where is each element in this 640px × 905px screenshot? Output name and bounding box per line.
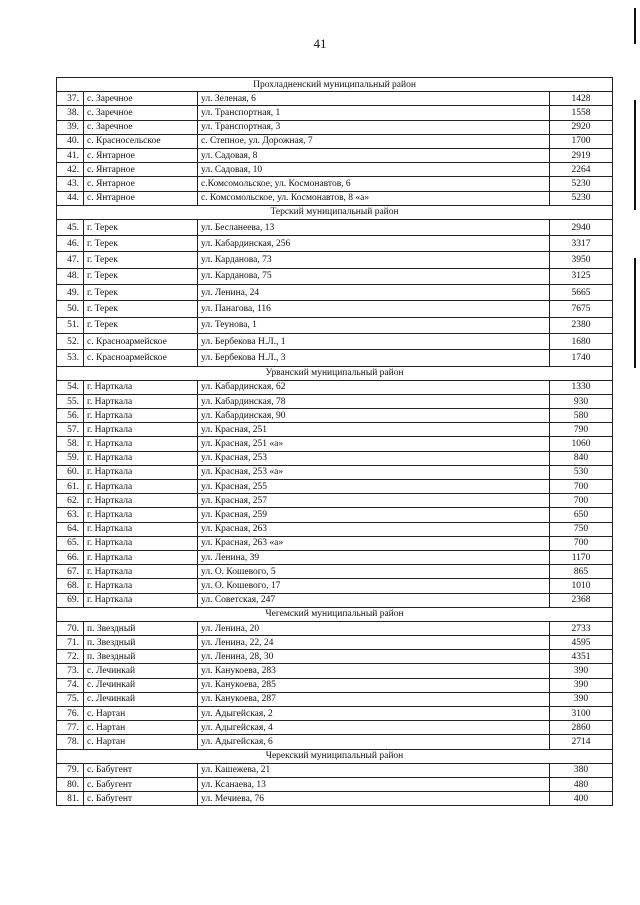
locality-cell: г. Нарткала bbox=[84, 380, 198, 394]
row-number: 77. bbox=[57, 721, 84, 735]
locality-cell: г. Терек bbox=[84, 301, 198, 317]
table-row bbox=[57, 721, 613, 735]
row-number: 47. bbox=[57, 252, 84, 268]
table-row bbox=[57, 409, 613, 423]
locality-cell: г. Нарткала bbox=[84, 565, 198, 579]
table-row bbox=[57, 508, 613, 522]
row-number: 44. bbox=[57, 191, 84, 205]
address-table-container bbox=[56, 77, 612, 806]
locality-cell: г. Терек bbox=[84, 252, 198, 268]
table-row bbox=[57, 777, 613, 791]
address-cell: ул. Красная, 251 bbox=[198, 423, 550, 437]
locality-cell: с. Красноармейское bbox=[84, 350, 198, 366]
locality-cell: с. Заречное bbox=[84, 92, 198, 106]
row-number: 41. bbox=[57, 148, 84, 162]
table-row bbox=[57, 163, 613, 177]
address-cell: ул. Канукоева, 285 bbox=[198, 678, 550, 692]
district-title: Чегемский муниципальный район bbox=[57, 607, 613, 621]
address-cell: ул. Бербекова Н.Л., 1 bbox=[198, 333, 550, 349]
locality-cell: г. Нарткала bbox=[84, 451, 198, 465]
table-row bbox=[57, 480, 613, 494]
table-row bbox=[57, 191, 613, 205]
value-cell: 1170 bbox=[550, 550, 613, 564]
row-number: 66. bbox=[57, 550, 84, 564]
locality-cell: г. Терек bbox=[84, 317, 198, 333]
value-cell: 390 bbox=[550, 692, 613, 706]
locality-cell: с. Красносельское bbox=[84, 134, 198, 148]
address-cell: ул. Ксанаева, 13 bbox=[198, 777, 550, 791]
address-cell: ул. Ленина, 24 bbox=[198, 285, 550, 301]
value-cell: 750 bbox=[550, 522, 613, 536]
row-number: 37. bbox=[57, 92, 84, 106]
locality-cell: с. Нартан bbox=[84, 735, 198, 749]
value-cell: 390 bbox=[550, 678, 613, 692]
locality-cell: с. Янтарное bbox=[84, 191, 198, 205]
row-number: 49. bbox=[57, 285, 84, 301]
table-row bbox=[57, 380, 613, 394]
locality-cell: с. Янтарное bbox=[84, 163, 198, 177]
address-cell: ул. Красная, 259 bbox=[198, 508, 550, 522]
value-cell: 2860 bbox=[550, 721, 613, 735]
row-number: 73. bbox=[57, 664, 84, 678]
value-cell: 3125 bbox=[550, 268, 613, 284]
address-cell: ул. Карданова, 73 bbox=[198, 252, 550, 268]
value-cell: 1558 bbox=[550, 106, 613, 120]
row-number: 43. bbox=[57, 177, 84, 191]
row-number: 76. bbox=[57, 707, 84, 721]
value-cell: 3100 bbox=[550, 707, 613, 721]
table-row bbox=[57, 536, 613, 550]
row-number: 78. bbox=[57, 735, 84, 749]
address-cell: ул. Канукоева, 287 bbox=[198, 692, 550, 706]
locality-cell: г. Нарткала bbox=[84, 409, 198, 423]
address-table bbox=[56, 77, 613, 806]
address-cell: с.Комсомольское, ул. Космонавтов, 6 bbox=[198, 177, 550, 191]
address-cell: ул. Садовая, 10 bbox=[198, 163, 550, 177]
table-row bbox=[57, 437, 613, 451]
address-cell: ул. Ленина, 39 bbox=[198, 550, 550, 564]
row-number: 54. bbox=[57, 380, 84, 394]
value-cell: 1010 bbox=[550, 579, 613, 593]
locality-cell: г. Терек bbox=[84, 236, 198, 252]
district-header-row bbox=[57, 749, 613, 763]
table-row bbox=[57, 678, 613, 692]
row-number: 61. bbox=[57, 480, 84, 494]
table-row bbox=[57, 763, 613, 777]
value-cell: 790 bbox=[550, 423, 613, 437]
row-number: 69. bbox=[57, 593, 84, 607]
address-cell: ул. О. Кошевого, 5 bbox=[198, 565, 550, 579]
locality-cell: с. Янтарное bbox=[84, 148, 198, 162]
table-row bbox=[57, 252, 613, 268]
address-cell: ул. Панагова, 116 bbox=[198, 301, 550, 317]
locality-cell: г. Нарткала bbox=[84, 508, 198, 522]
locality-cell: с. Бабугент bbox=[84, 763, 198, 777]
value-cell: 7675 bbox=[550, 301, 613, 317]
locality-cell: с. Нартан bbox=[84, 707, 198, 721]
row-number: 60. bbox=[57, 465, 84, 479]
address-cell: ул. Ленина, 22, 24 bbox=[198, 636, 550, 650]
row-number: 79. bbox=[57, 763, 84, 777]
table-row bbox=[57, 285, 613, 301]
address-cell: ул. Адыгейская, 4 bbox=[198, 721, 550, 735]
table-row bbox=[57, 333, 613, 349]
value-cell: 3317 bbox=[550, 236, 613, 252]
value-cell: 4595 bbox=[550, 636, 613, 650]
row-number: 80. bbox=[57, 777, 84, 791]
locality-cell: г. Нарткала bbox=[84, 394, 198, 408]
address-cell: ул. Кабардинская, 62 bbox=[198, 380, 550, 394]
value-cell: 2919 bbox=[550, 148, 613, 162]
locality-cell: с. Бабугент bbox=[84, 777, 198, 791]
value-cell: 2940 bbox=[550, 219, 613, 235]
value-cell: 930 bbox=[550, 394, 613, 408]
address-cell: ул. Кашежева, 21 bbox=[198, 763, 550, 777]
address-cell: ул. Адыгейская, 6 bbox=[198, 735, 550, 749]
value-cell: 1740 bbox=[550, 350, 613, 366]
row-number: 63. bbox=[57, 508, 84, 522]
row-number: 56. bbox=[57, 409, 84, 423]
address-cell: ул. Карданова, 75 bbox=[198, 268, 550, 284]
locality-cell: с. Нартан bbox=[84, 721, 198, 735]
address-cell: ул. Советская, 247 bbox=[198, 593, 550, 607]
row-number: 48. bbox=[57, 268, 84, 284]
row-number: 53. bbox=[57, 350, 84, 366]
district-header-row bbox=[57, 205, 613, 219]
table-row bbox=[57, 792, 613, 806]
address-cell: ул. Красная, 253 bbox=[198, 451, 550, 465]
value-cell: 3950 bbox=[550, 252, 613, 268]
locality-cell: с. Красноармейское bbox=[84, 333, 198, 349]
row-number: 57. bbox=[57, 423, 84, 437]
address-cell: ул. Кабардинская, 78 bbox=[198, 394, 550, 408]
address-cell: ул. Кабардинская, 256 bbox=[198, 236, 550, 252]
value-cell: 2733 bbox=[550, 621, 613, 635]
row-number: 55. bbox=[57, 394, 84, 408]
row-number: 68. bbox=[57, 579, 84, 593]
table-row bbox=[57, 621, 613, 635]
address-cell: ул. Красная, 263 «а» bbox=[198, 536, 550, 550]
row-number: 74. bbox=[57, 678, 84, 692]
table-row bbox=[57, 106, 613, 120]
value-cell: 1060 bbox=[550, 437, 613, 451]
value-cell: 2368 bbox=[550, 593, 613, 607]
row-number: 46. bbox=[57, 236, 84, 252]
value-cell: 480 bbox=[550, 777, 613, 791]
page-number: 41 bbox=[313, 36, 327, 51]
address-cell: ул. Мечиева, 76 bbox=[198, 792, 550, 806]
locality-cell: с. Лечинкай bbox=[84, 664, 198, 678]
locality-cell: г. Нарткала bbox=[84, 423, 198, 437]
value-cell: 2380 bbox=[550, 317, 613, 333]
table-row bbox=[57, 134, 613, 148]
table-row bbox=[57, 636, 613, 650]
row-number: 59. bbox=[57, 451, 84, 465]
row-number: 58. bbox=[57, 437, 84, 451]
row-number: 52. bbox=[57, 333, 84, 349]
locality-cell: с. Лечинкай bbox=[84, 692, 198, 706]
row-number: 75. bbox=[57, 692, 84, 706]
table-row bbox=[57, 301, 613, 317]
district-title: Прохладненский муниципальный район bbox=[57, 78, 613, 92]
address-cell: ул. Бербекова Н.Л., 3 bbox=[198, 350, 550, 366]
address-cell: ул. Адыгейская, 2 bbox=[198, 707, 550, 721]
district-header-row bbox=[57, 78, 613, 92]
locality-cell: г. Нарткала bbox=[84, 579, 198, 593]
scan-edge-mark bbox=[634, 8, 636, 44]
address-cell: ул. Красная, 255 bbox=[198, 480, 550, 494]
value-cell: 1330 bbox=[550, 380, 613, 394]
address-cell: ул. Транспортная, 1 bbox=[198, 106, 550, 120]
district-header-row bbox=[57, 607, 613, 621]
row-number: 51. bbox=[57, 317, 84, 333]
locality-cell: п. Звездный bbox=[84, 621, 198, 635]
row-number: 45. bbox=[57, 219, 84, 235]
locality-cell: г. Терек bbox=[84, 219, 198, 235]
row-number: 38. bbox=[57, 106, 84, 120]
address-cell: ул. Ленина, 20 bbox=[198, 621, 550, 635]
address-cell: ул. О. Кошевого, 17 bbox=[198, 579, 550, 593]
table-row bbox=[57, 707, 613, 721]
table-row bbox=[57, 579, 613, 593]
table-row bbox=[57, 268, 613, 284]
row-number: 62. bbox=[57, 494, 84, 508]
address-cell: ул. Красная, 263 bbox=[198, 522, 550, 536]
value-cell: 580 bbox=[550, 409, 613, 423]
table-row bbox=[57, 692, 613, 706]
table-row bbox=[57, 317, 613, 333]
address-cell: ул. Бесланеева, 13 bbox=[198, 219, 550, 235]
value-cell: 2264 bbox=[550, 163, 613, 177]
table-row bbox=[57, 565, 613, 579]
locality-cell: г. Нарткала bbox=[84, 593, 198, 607]
row-number: 64. bbox=[57, 522, 84, 536]
locality-cell: с. Заречное bbox=[84, 120, 198, 134]
row-number: 40. bbox=[57, 134, 84, 148]
table-row bbox=[57, 664, 613, 678]
value-cell: 840 bbox=[550, 451, 613, 465]
row-number: 81. bbox=[57, 792, 84, 806]
locality-cell: г. Терек bbox=[84, 268, 198, 284]
address-table-body bbox=[57, 78, 613, 806]
row-number: 42. bbox=[57, 163, 84, 177]
district-title: Урванский муниципальный район bbox=[57, 366, 613, 380]
locality-cell: г. Нарткала bbox=[84, 480, 198, 494]
table-row bbox=[57, 423, 613, 437]
row-number: 72. bbox=[57, 650, 84, 664]
value-cell: 2920 bbox=[550, 120, 613, 134]
address-cell: ул. Садовая, 8 bbox=[198, 148, 550, 162]
value-cell: 4351 bbox=[550, 650, 613, 664]
address-cell: ул. Кабардинская, 90 bbox=[198, 409, 550, 423]
table-row bbox=[57, 148, 613, 162]
locality-cell: г. Нарткала bbox=[84, 437, 198, 451]
value-cell: 1428 bbox=[550, 92, 613, 106]
address-cell: ул. Ленина, 28, 30 bbox=[198, 650, 550, 664]
row-number: 67. bbox=[57, 565, 84, 579]
table-row bbox=[57, 735, 613, 749]
scan-edge-mark bbox=[634, 100, 636, 210]
value-cell: 380 bbox=[550, 763, 613, 777]
address-cell: ул. Транспортная, 3 bbox=[198, 120, 550, 134]
value-cell: 400 bbox=[550, 792, 613, 806]
locality-cell: п. Звездный bbox=[84, 650, 198, 664]
locality-cell: п. Звездный bbox=[84, 636, 198, 650]
locality-cell: с. Бабугент bbox=[84, 792, 198, 806]
district-header-row bbox=[57, 366, 613, 380]
value-cell: 700 bbox=[550, 480, 613, 494]
value-cell: 865 bbox=[550, 565, 613, 579]
table-row bbox=[57, 650, 613, 664]
table-row bbox=[57, 451, 613, 465]
locality-cell: с. Заречное bbox=[84, 106, 198, 120]
row-number: 65. bbox=[57, 536, 84, 550]
value-cell: 530 bbox=[550, 465, 613, 479]
locality-cell: с. Янтарное bbox=[84, 177, 198, 191]
address-cell: с. Степное, ул. Дорожная, 7 bbox=[198, 134, 550, 148]
table-row bbox=[57, 92, 613, 106]
value-cell: 5230 bbox=[550, 177, 613, 191]
address-cell: ул. Красная, 251 «а» bbox=[198, 437, 550, 451]
table-row bbox=[57, 494, 613, 508]
value-cell: 650 bbox=[550, 508, 613, 522]
table-row bbox=[57, 120, 613, 134]
value-cell: 5665 bbox=[550, 285, 613, 301]
table-row bbox=[57, 593, 613, 607]
district-title: Черекский муниципальный район bbox=[57, 749, 613, 763]
locality-cell: г. Нарткала bbox=[84, 465, 198, 479]
district-title: Терский муниципальный район bbox=[57, 205, 613, 219]
locality-cell: г. Нарткала bbox=[84, 550, 198, 564]
table-row bbox=[57, 522, 613, 536]
address-cell: ул. Красная, 253 «а» bbox=[198, 465, 550, 479]
row-number: 70. bbox=[57, 621, 84, 635]
locality-cell: г. Нарткала bbox=[84, 494, 198, 508]
address-cell: ул. Канукоева, 283 bbox=[198, 664, 550, 678]
address-cell: с. Комсомольское, ул. Космонавтов, 8 «а» bbox=[198, 191, 550, 205]
locality-cell: г. Нарткала bbox=[84, 522, 198, 536]
value-cell: 700 bbox=[550, 536, 613, 550]
address-cell: ул. Красная, 257 bbox=[198, 494, 550, 508]
address-cell: ул. Зеленая, 6 bbox=[198, 92, 550, 106]
scan-edge-mark bbox=[634, 258, 636, 368]
row-number: 50. bbox=[57, 301, 84, 317]
value-cell: 2714 bbox=[550, 735, 613, 749]
value-cell: 390 bbox=[550, 664, 613, 678]
table-row bbox=[57, 236, 613, 252]
locality-cell: г. Терек bbox=[84, 285, 198, 301]
locality-cell: с. Лечинкай bbox=[84, 678, 198, 692]
table-row bbox=[57, 550, 613, 564]
table-row bbox=[57, 394, 613, 408]
table-row bbox=[57, 177, 613, 191]
table-row bbox=[57, 465, 613, 479]
row-number: 39. bbox=[57, 120, 84, 134]
value-cell: 1700 bbox=[550, 134, 613, 148]
table-row bbox=[57, 219, 613, 235]
value-cell: 700 bbox=[550, 494, 613, 508]
locality-cell: г. Нарткала bbox=[84, 536, 198, 550]
value-cell: 1680 bbox=[550, 333, 613, 349]
address-cell: ул. Теунова, 1 bbox=[198, 317, 550, 333]
table-row bbox=[57, 350, 613, 366]
row-number: 71. bbox=[57, 636, 84, 650]
value-cell: 5230 bbox=[550, 191, 613, 205]
